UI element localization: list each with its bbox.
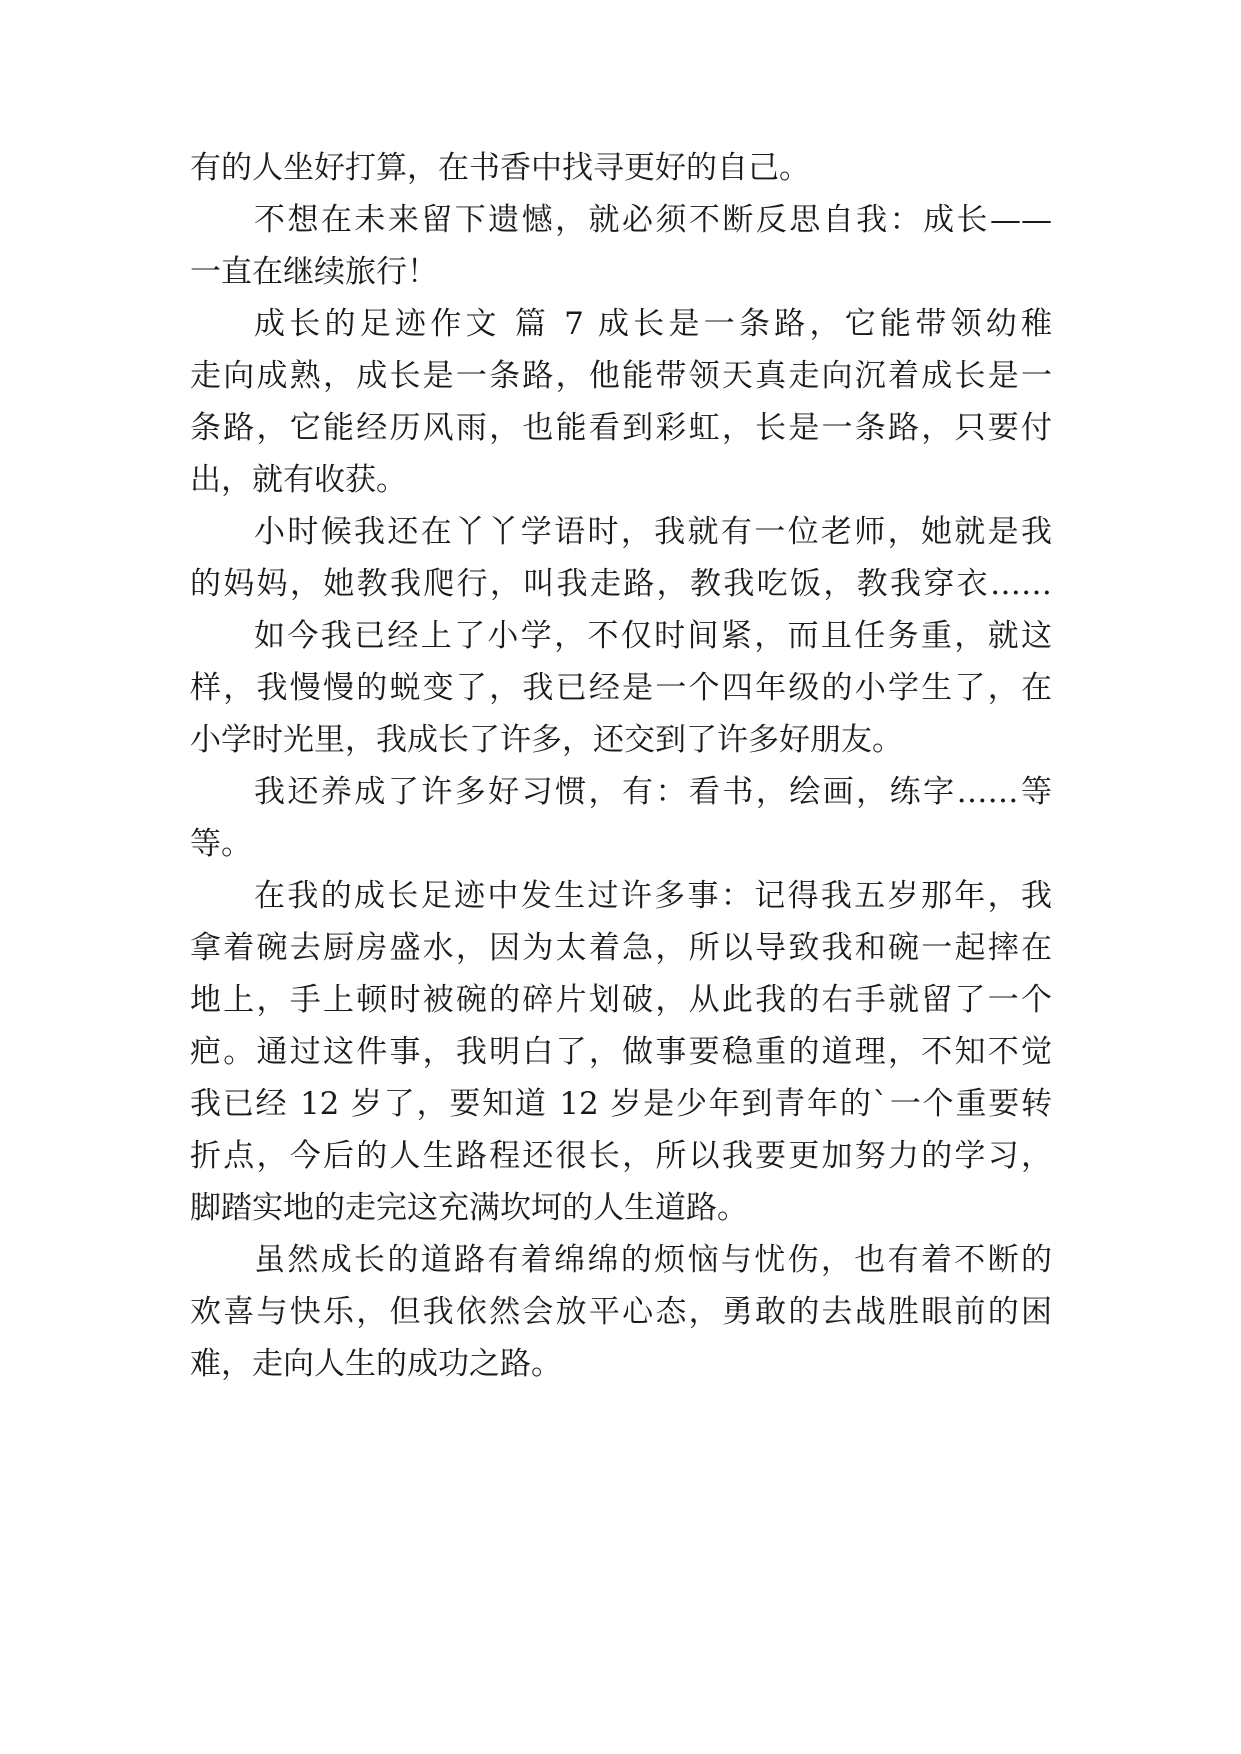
paragraph-start-line: 如今我已经上了小学，不仅时间紧，而且任务重，就这 bbox=[254, 618, 1052, 654]
text-line: 疤。通过这件事，我明白了，做事要稳重的道理，不知不觉 bbox=[190, 1034, 1052, 1070]
text-line: 脚踏实地的走完这充满坎坷的人生道路。 bbox=[190, 1190, 748, 1226]
text-line: 的妈妈，她教我爬行，叫我走路，教我吃饭，教我穿衣…… bbox=[190, 566, 1052, 602]
text-line: 等。 bbox=[190, 826, 252, 862]
text-line: 小学时光里，我成长了许多，还交到了许多好朋友。 bbox=[190, 722, 903, 758]
text-line: 样，我慢慢的蜕变了，我已经是一个四年级的小学生了，在 bbox=[190, 670, 1052, 706]
section-heading-line: 成长的足迹作文 篇 7 成长是一条路，它能带领幼稚 bbox=[254, 306, 1052, 342]
paragraph-start-line: 小时候我还在丫丫学语时，我就有一位老师，她就是我 bbox=[254, 514, 1052, 550]
text-line: 欢喜与快乐，但我依然会放平心态，勇敢的去战胜眼前的困 bbox=[190, 1294, 1052, 1330]
text-line: 地上，手上顿时被碗的碎片划破，从此我的右手就留了一个 bbox=[190, 982, 1052, 1018]
paragraph-start-line: 虽然成长的道路有着绵绵的烦恼与忧伤，也有着不断的 bbox=[254, 1242, 1052, 1278]
paragraph-start-line: 我还养成了许多好习惯，有：看书，绘画，练字……等 bbox=[254, 774, 1052, 810]
text-line: 折点，今后的人生路程还很长，所以我要更加努力的学习， bbox=[190, 1138, 1052, 1174]
text-line: 一直在继续旅行！ bbox=[190, 254, 438, 290]
paragraph-start-line: 不想在未来留下遗憾，就必须不断反思自我：成长—— bbox=[254, 202, 1052, 238]
text-line: 条路，它能经历风雨，也能看到彩虹，长是一条路，只要付 bbox=[190, 410, 1052, 446]
text-line: 出，就有收获。 bbox=[190, 462, 407, 498]
text-line: 难，走向人生的成功之路。 bbox=[190, 1346, 562, 1382]
text-line: 走向成熟，成长是一条路，他能带领天真走向沉着成长是一 bbox=[190, 358, 1052, 394]
text-line: 我已经 12 岁了，要知道 12 岁是少年到青年的`一个重要转 bbox=[190, 1086, 1052, 1122]
text-line: 有的人坐好打算，在书香中找寻更好的自己。 bbox=[190, 150, 810, 186]
paragraph-start-line: 在我的成长足迹中发生过许多事：记得我五岁那年，我 bbox=[254, 878, 1052, 914]
text-line: 拿着碗去厨房盛水，因为太着急，所以导致我和碗一起摔在 bbox=[190, 930, 1052, 966]
